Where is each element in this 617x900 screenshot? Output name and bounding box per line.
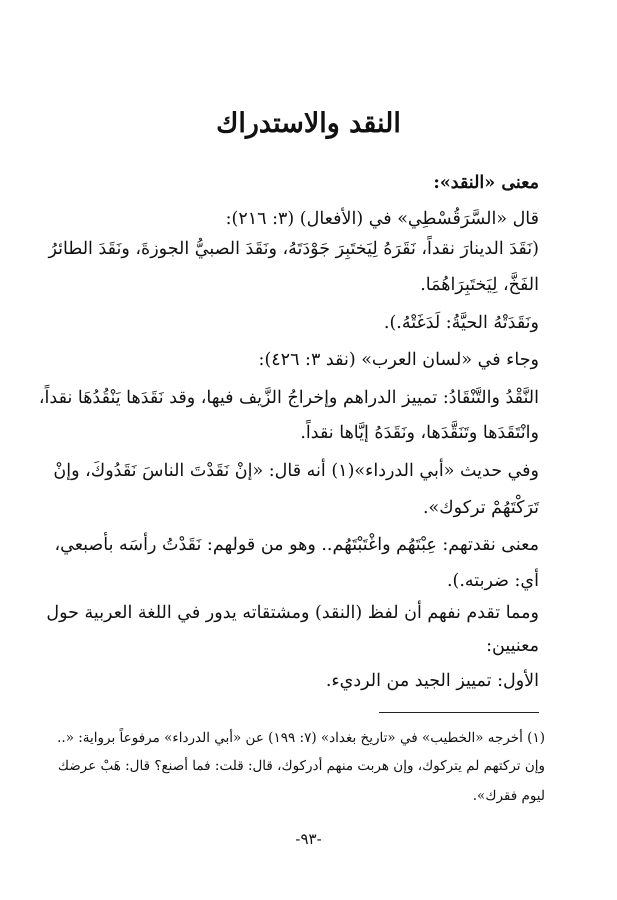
paragraph-line: وجاء في «لسان العرب» (نقد ٣: ٤٢٦): xyxy=(258,350,539,370)
paragraph-line: معنيين: xyxy=(486,636,539,656)
paragraph-line: ونَقَدَتْهُ الحيَّةُ: لَدَغَتْهُ.). xyxy=(383,313,539,333)
footnote-line: (١) أخرجه «الخطيب» في «تاريخ بغداد» (٧: ١٩٩) عن «أبي الدرداء» مرفوعاً برواية: «.. xyxy=(57,730,545,746)
paragraph-line: معنى نقدتهم: عِبْتَهُم واغْتَبْتَهُم.. وهو من قولهم: نَقَدْتُ رأسَه بأصبعي، xyxy=(54,535,539,555)
paragraph-line: (نَقَدَ الدينارَ نقداً، نَقَرَهُ لِيَختَبِرَ جَوْدَتَهُ، ونَقَدَ الصبيُّ الجوزةَ، ونَقَدَ الطائرُ xyxy=(48,239,539,259)
footnote-separator xyxy=(379,712,539,713)
paragraph-line: وفي حديث «أبي الدرداء»(١) أنه قال: «إنْ نَقَدْتَ الناسَ نَقَدُوكَ، وإنْ xyxy=(53,461,539,481)
paragraph-line: الأول: تمييز الجيد من الرديء. xyxy=(325,671,539,691)
paragraph-line: الفَخَّ، لِيَختَبِرَاهُمَا. xyxy=(420,275,539,295)
paragraph-line: وانْتَقَدَها وتَنَقَّدَها، ونَقَدَهُ إيَّاها نقداً. xyxy=(300,423,539,443)
paragraph-line: أي: ضربته.). xyxy=(446,571,539,591)
footnote-line: وإن تركتهم لم يتركوك، وإن هربت منهم أدركوك، قال: قلت: فما أصنع؟ قال: هَبْ عرضك xyxy=(57,758,545,774)
paragraph-line: ومما تقدم نفهم أن لفظ (النقد) ومشتقاته يدور في اللغة العربية حول xyxy=(46,603,539,623)
section-heading: معنى «النقد»: xyxy=(433,173,539,193)
footnote-line: ليوم فقرك». xyxy=(472,788,545,804)
page-title: النقد والاستدراك xyxy=(216,108,401,139)
page-number: -٩٣- xyxy=(295,830,322,848)
paragraph-line: قال «السَّرَقُسْطِي» في (الأفعال) (٣: ٢١٦): xyxy=(225,209,539,229)
paragraph-line: النَّقْدُ والتَّنْقَادُ: تمييز الدراهم وإخراجُ الزَّيف فيها، وقد نَقَدَها يَنْقُدُهَا نقداً، xyxy=(38,388,539,408)
paragraph-line: تَرَكْتَهُمْ تركوك». xyxy=(422,498,539,518)
